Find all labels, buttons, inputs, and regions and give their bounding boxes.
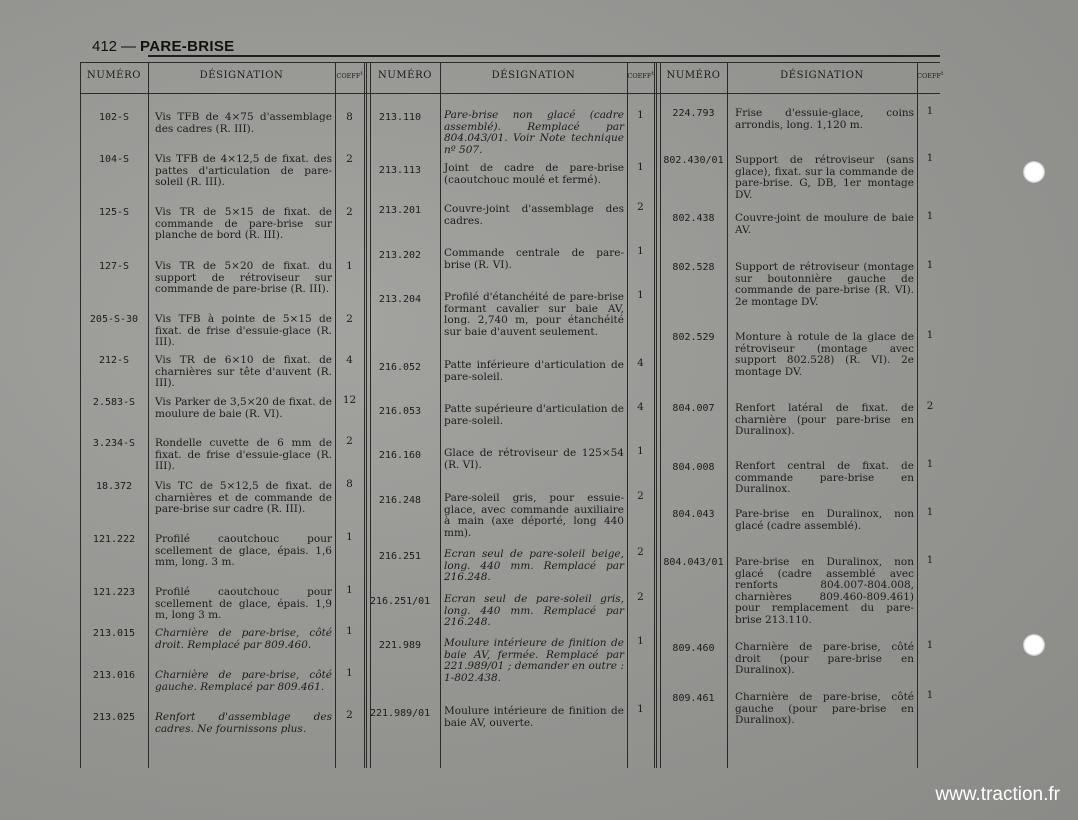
part-coeff: 1 — [637, 289, 644, 301]
part-coeff: 12 — [342, 394, 357, 406]
part-number: 212-S — [98, 355, 130, 366]
part-number: 3.234-S — [92, 438, 136, 449]
part-coeff: 1 — [637, 161, 644, 173]
part-coeff: 2 — [346, 206, 353, 218]
header-designation: DÉSIGNATION — [491, 70, 576, 81]
part-number: 809.461 — [672, 693, 715, 704]
page-number: 412 — [92, 38, 118, 55]
part-number: 213.204 — [378, 294, 422, 305]
part-coeff: 1 — [926, 639, 934, 651]
part-designation: Charnière de pare-brise, côté droit. Remplacé par 809.460. — [155, 627, 332, 651]
part-coeff: 1 — [346, 667, 353, 679]
part-designation: Charnière de pare-brise, côté gauche (pour pare-brise en Duralinox). — [735, 691, 914, 726]
part-number: 121.223 — [92, 587, 136, 598]
coeff-superscript: t — [360, 71, 363, 77]
header-numero: NUMÉRO — [377, 70, 433, 81]
part-designation: Vis TFB à pointe de 5×15 de fixat. de frise d'essuie-glace (R. III). — [155, 313, 332, 348]
part-coeff: 1 — [926, 458, 934, 470]
part-designation: Profilé d'étanchéité de pare-brise formant cavalier sur baie AV, long. 2,740 m, pour étanchéité sur baie d'auvent seulement. — [444, 291, 624, 338]
part-designation: Pare-brise en Duralinox, non glacé (cadre assemblé avec renforts 804.007-804.008, charnières 809.460-809.461) pour remplacement du pare-brise 213.110. — [735, 556, 914, 626]
part-number: 213.025 — [92, 712, 136, 723]
column-divider — [440, 62, 441, 768]
header-coeff: COEFF$^t$ — [917, 71, 944, 81]
part-number: 121.222 — [92, 534, 136, 545]
part-number: 18.372 — [95, 481, 133, 492]
part-designation: Couvre-joint d'assemblage des cadres. — [444, 203, 624, 227]
part-designation: Support de rétroviseur (montage sur boutonnière gauche de commande de pare-brise (R. VI). 2e montage DV. — [735, 261, 914, 308]
column-divider — [148, 62, 149, 768]
punch-hole — [1023, 161, 1045, 183]
part-coeff: 1 — [926, 210, 934, 222]
part-number: 213.110 — [378, 112, 422, 123]
part-designation: Patte supérieure d'articulation de pare-soleil. — [444, 403, 624, 427]
header-designation: DÉSIGNATION — [199, 70, 284, 81]
part-designation: Support de rétroviseur (sans glace), fixat. sur la commande de pare-brise. G, DB, 1er montage DV. — [735, 154, 914, 201]
part-coeff: 1 — [346, 260, 353, 272]
part-coeff: 2 — [346, 313, 353, 325]
part-designation: Vis TC de 5×12,5 de fixat. de charnières et de commande de pare-brise sur cadre (R. III). — [155, 480, 332, 515]
page-title: 412 — PARE-BRISE — [92, 38, 235, 55]
part-designation: Profilé caoutchouc pour scellement de glace, épais. 1,6 mm, long. 3 m. — [155, 533, 332, 568]
header-designation: DÉSIGNATION — [780, 70, 864, 81]
part-designation: Rondelle cuvette de 6 mm de fixat. de frise d'essuie-glace (R. III). — [155, 437, 332, 472]
part-number: 127-S — [98, 261, 130, 272]
part-coeff: 1 — [926, 259, 934, 271]
part-designation: Pare-soleil gris, pour essuie-glace, avec commande auxiliaire à main (axe déporté, long 440 mm). — [444, 492, 624, 539]
part-number: 205-S-30 — [89, 314, 139, 325]
part-number: 213.202 — [378, 250, 422, 261]
part-designation: Couvre-joint de moulure de baie AV. — [735, 212, 914, 236]
part-designation: Commande centrale de pare-brise (R. VI). — [444, 247, 624, 271]
part-coeff: 2 — [637, 490, 644, 502]
part-coeff: 4 — [637, 401, 644, 413]
header-numero: NUMÉRO — [666, 70, 721, 81]
section-divider — [654, 62, 657, 768]
column-divider — [917, 62, 918, 768]
part-number: 2.583-S — [92, 397, 136, 408]
part-coeff: 1 — [926, 554, 934, 566]
part-designation: Profilé caoutchouc pour scellement de glace, épais. 1,9 m, long 3 m. — [155, 586, 332, 621]
header-coeff: COEFF$^t$ — [627, 71, 654, 81]
part-coeff: 4 — [637, 357, 644, 369]
part-coeff: 2 — [926, 400, 934, 412]
part-coeff: 2 — [346, 709, 353, 721]
part-number: 125-S — [98, 207, 130, 218]
part-coeff: 2 — [346, 435, 353, 447]
part-coeff: 8 — [346, 111, 353, 123]
watermark: www.traction.fr — [935, 784, 1060, 805]
part-number: 804.043/01 — [663, 557, 724, 568]
part-coeff: 2 — [346, 153, 353, 165]
part-designation: Pare-brise non glacé (cadre assemblé). Remplacé par 804.043/01. Voir Note technique nº 507. — [444, 109, 624, 156]
part-number: 213.201 — [378, 205, 422, 216]
table-border-left — [80, 62, 81, 768]
column-divider — [660, 62, 661, 768]
part-coeff: 1 — [346, 625, 353, 637]
section-divider — [364, 62, 367, 768]
part-coeff: 1 — [926, 105, 934, 117]
part-designation: Charnière de pare-brise, côté gauche. Remplacé par 809.461. — [155, 669, 332, 693]
part-designation: Ecran seul de pare-soleil beige, long. 440 mm. Remplacé par 216.248. — [444, 548, 624, 583]
part-number: 802.529 — [672, 332, 715, 343]
header-coeff: COEFF$^t$ — [336, 71, 363, 81]
part-coeff: 2 — [637, 546, 644, 558]
coeff-superscript: t — [651, 71, 654, 77]
column-divider — [727, 62, 728, 768]
part-coeff: 1 — [926, 506, 934, 518]
table-top-rule — [80, 62, 940, 63]
part-number: 802.528 — [672, 262, 715, 273]
part-coeff: 1 — [637, 445, 644, 457]
part-number: 804.007 — [672, 403, 715, 414]
part-designation: Vis Parker de 3,5×20 de fixat. de moulure de baie (R. VI). — [155, 396, 332, 420]
part-designation: Glace de rétroviseur de 125×54 (R. VI). — [444, 447, 624, 471]
part-designation: Vis TFB de 4×12,5 de fixat. des pattes d'articulation de pare-soleil (R. III). — [155, 153, 332, 188]
part-number: 221.989/01 — [370, 708, 431, 719]
coeff-superscript: t — [941, 71, 944, 77]
part-number: 104-S — [98, 154, 130, 165]
part-number: 216.248 — [378, 495, 422, 506]
part-designation: Renfort latéral de fixat. de charnière (pour pare-brise en Duralinox). — [735, 402, 914, 437]
part-coeff: 1 — [926, 152, 934, 164]
part-number: 216.251/01 — [370, 596, 431, 607]
part-number: 216.053 — [378, 406, 422, 417]
part-designation: Vis TFB de 4×75 d'assemblage des cadres (R. III). — [155, 111, 332, 135]
part-number: 213.016 — [92, 670, 136, 681]
section-title: PARE-BRISE — [140, 38, 235, 55]
part-number: 804.008 — [672, 462, 715, 473]
part-coeff: 1 — [637, 245, 644, 257]
part-designation: Charnière de pare-brise, côté droit (pour pare-brise en Duralinox). — [735, 641, 914, 676]
part-designation: Monture à rotule de la glace de rétroviseur (montage avec support 802.528) (R. VI). 2e montage DV. — [735, 331, 914, 378]
part-number: 216.052 — [378, 362, 422, 373]
part-number: 221.989 — [378, 640, 422, 651]
part-number: 216.251 — [378, 551, 422, 562]
part-designation: Patte inférieure d'articulation de pare-soleil. — [444, 359, 624, 383]
part-coeff: 8 — [346, 478, 353, 490]
part-coeff: 2 — [637, 201, 644, 213]
part-coeff: 1 — [637, 703, 644, 715]
punch-hole — [1023, 634, 1045, 656]
part-designation: Ecran seul de pare-soleil gris, long. 440 mm. Remplacé par 216.248. — [444, 593, 624, 628]
part-number: 102-S — [98, 112, 130, 123]
part-number: 213.113 — [378, 165, 422, 176]
part-number: 802.430/01 — [663, 155, 724, 166]
part-designation: Joint de cadre de pare-brise (caoutchouc moulé et fermé). — [444, 162, 624, 186]
part-coeff: 1 — [346, 584, 353, 596]
part-designation: Vis TR de 5×15 de fixat. de commande de pare-brise sur planche de bord (R. III). — [155, 206, 332, 241]
part-designation: Vis TR de 6×10 de fixat. de charnières sur tête d'auvent (R. III). — [155, 354, 332, 389]
part-coeff: 4 — [346, 354, 353, 366]
part-number: 804.043 — [672, 509, 715, 520]
part-number: 809.460 — [672, 643, 715, 654]
part-designation: Renfort central de fixat. de commande pare-brise en Duralinox. — [735, 460, 914, 495]
part-designation: Vis TR de 5×20 de fixat. du support de rétroviseur sur commande de pare-brise (R. III). — [155, 260, 332, 295]
part-number: 802.438 — [672, 213, 715, 224]
part-designation: Moulure intérieure de finition de baie AV, fermée. Remplacé par 221.989/01 ; demander en outre : 1-802.438. — [444, 637, 624, 684]
part-designation: Frise d'essuie-glace, coins arrondis, long. 1,120 m. — [735, 107, 914, 131]
part-coeff: 1 — [926, 329, 934, 341]
part-designation: Pare-brise en Duralinox, non glacé (cadre assemblé). — [735, 508, 914, 532]
part-number: 216.160 — [378, 450, 422, 461]
header-rule — [148, 55, 940, 57]
table-header-rule — [80, 93, 940, 94]
part-coeff: 1 — [637, 109, 644, 121]
part-coeff: 2 — [637, 591, 644, 603]
column-divider — [335, 62, 336, 768]
part-designation: Renfort d'assemblage des cadres. Ne fournissons plus. — [155, 711, 332, 735]
part-number: 213.015 — [92, 628, 136, 639]
part-coeff: 1 — [926, 689, 934, 701]
part-designation: Moulure intérieure de finition de baie AV, ouverte. — [444, 705, 624, 729]
part-number: 224.793 — [672, 108, 715, 119]
part-coeff: 1 — [637, 635, 644, 647]
part-coeff: 1 — [346, 531, 353, 543]
header-numero: NUMÉRO — [86, 70, 142, 81]
